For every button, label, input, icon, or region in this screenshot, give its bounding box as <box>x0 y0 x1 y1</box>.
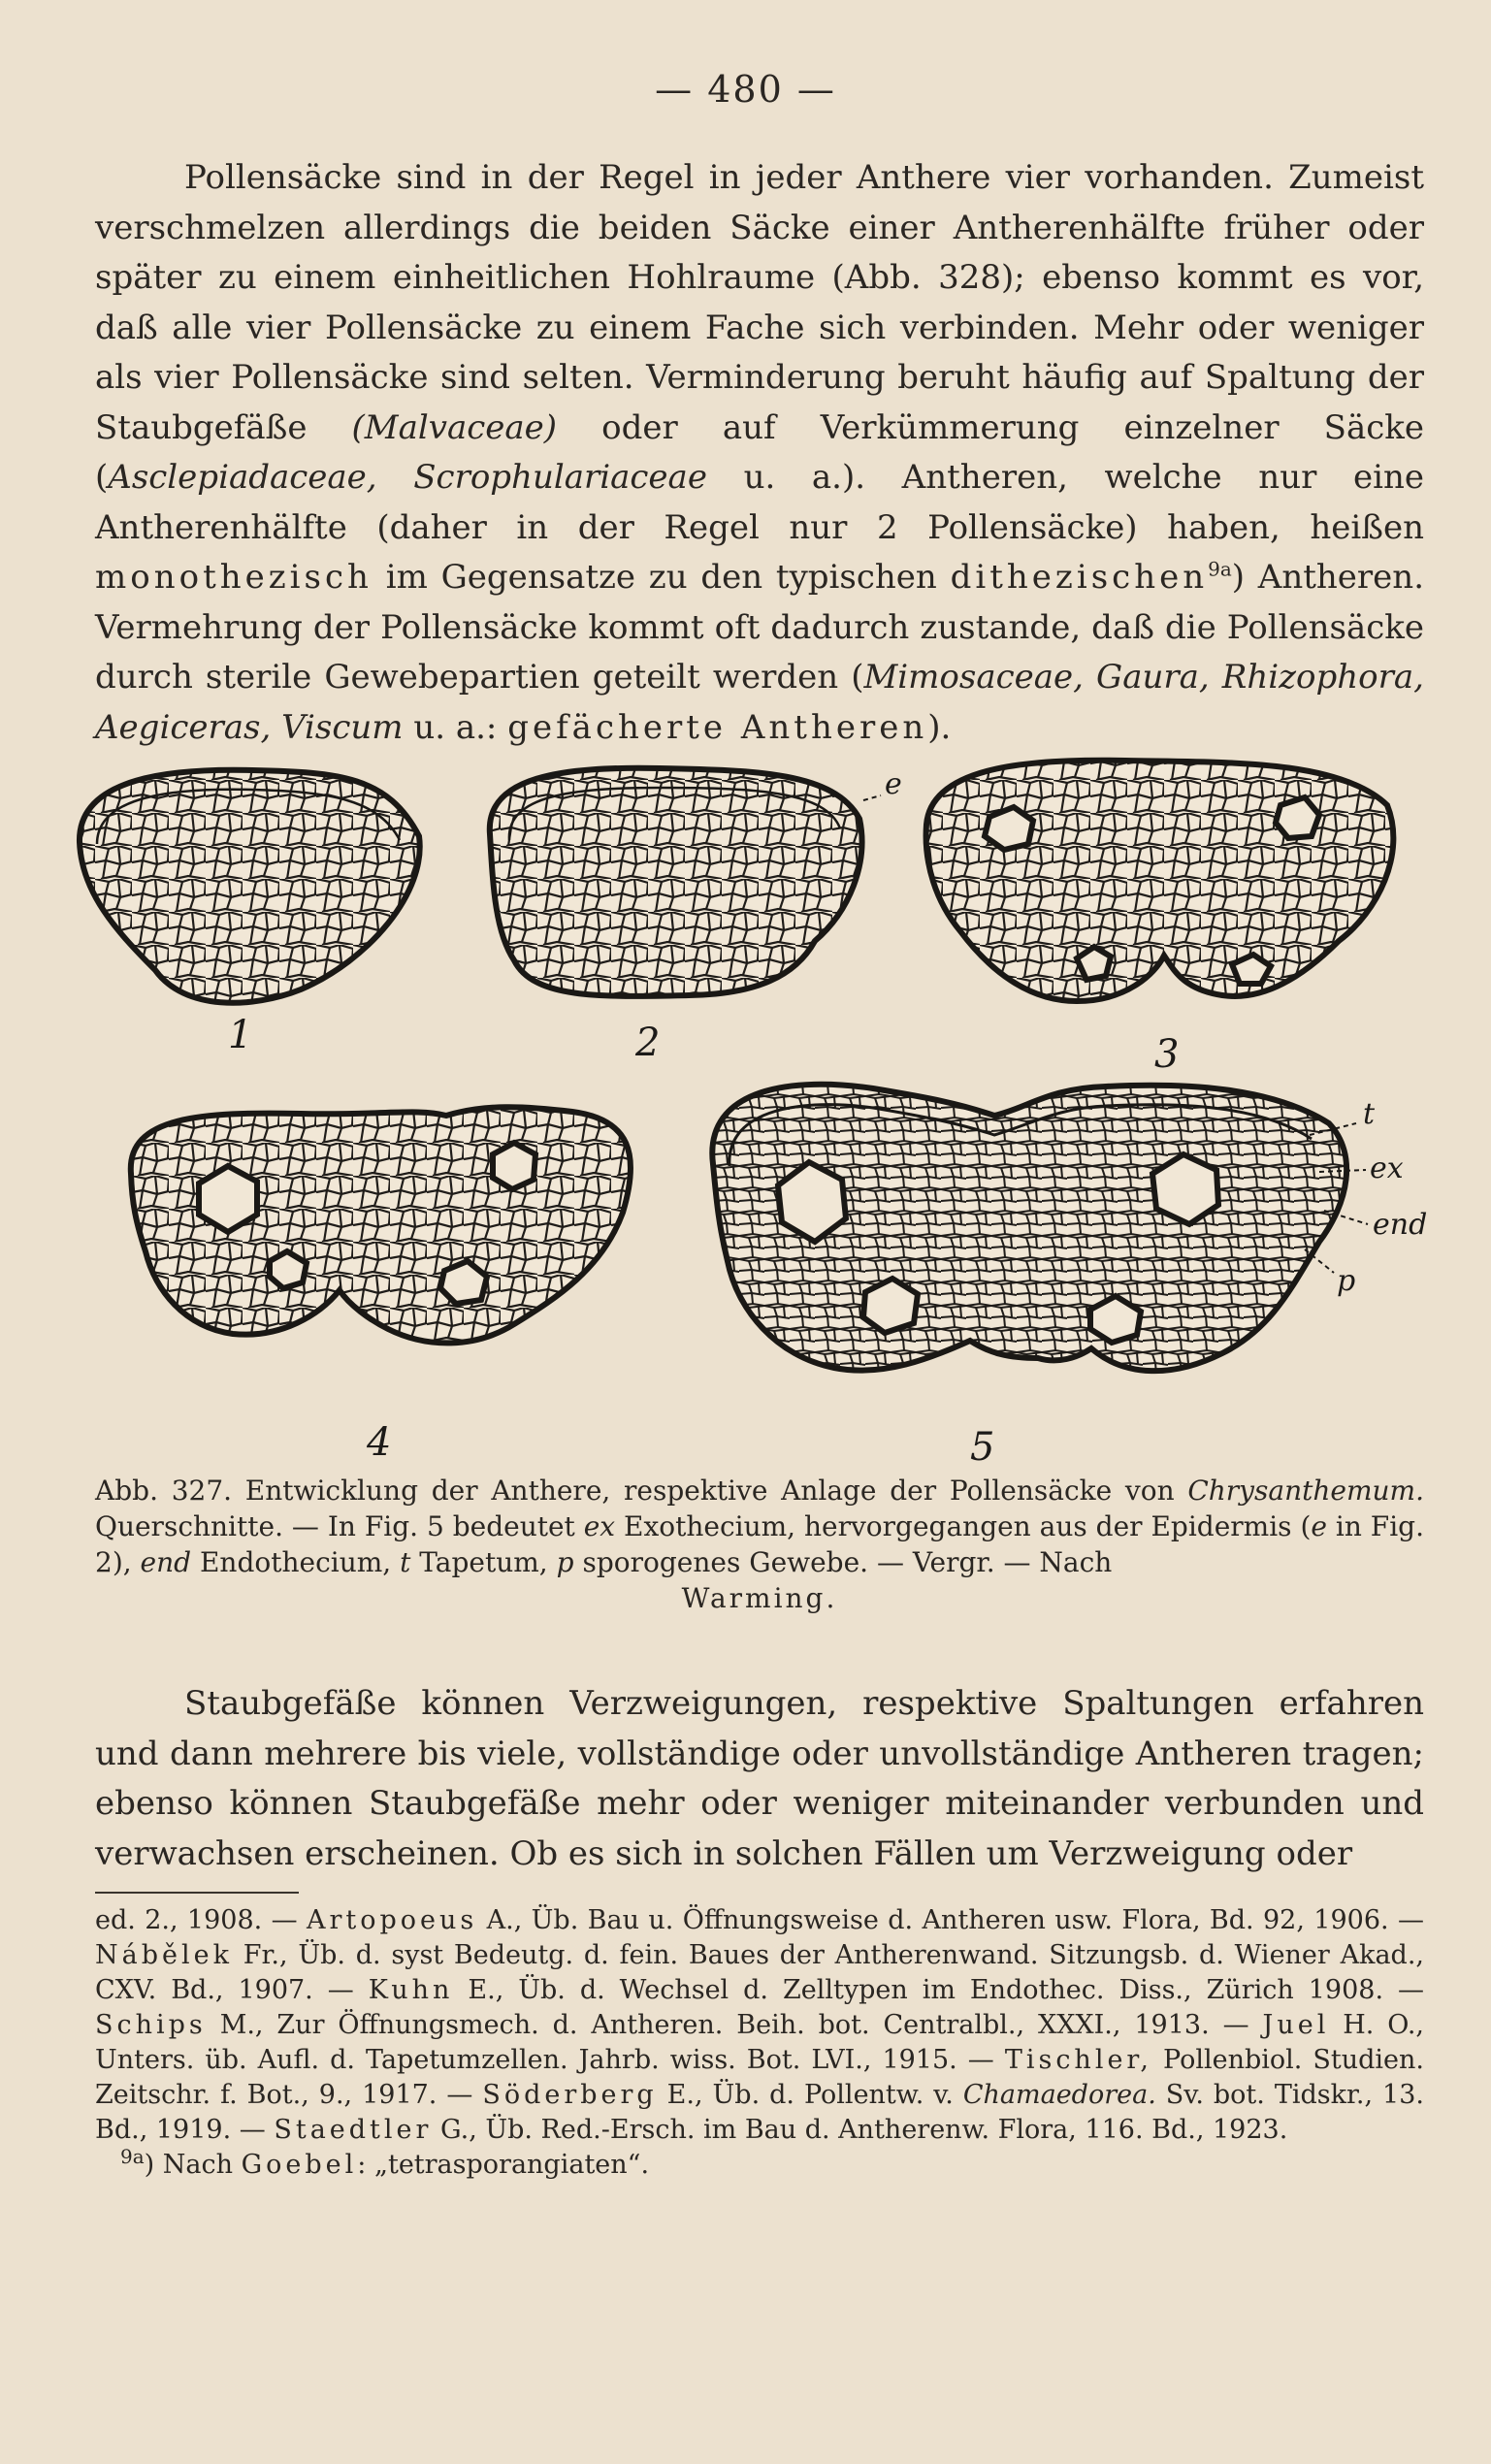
figure-number-4: 4 <box>367 1420 392 1465</box>
figure-5-section <box>712 1085 1346 1371</box>
footnotes <box>95 1903 1424 2183</box>
footnote-9a: $^{9a}$) Nach Goebel: „tetrasporangiaten“. <box>120 2145 650 2180</box>
label-ex: ex <box>1370 1151 1404 1185</box>
figure-number-5: 5 <box>970 1425 995 1470</box>
label-e: e <box>885 767 902 801</box>
figure-number-3: 3 <box>1154 1032 1180 1077</box>
figure-number-2: 2 <box>635 1021 661 1065</box>
paragraph-staubgefaesse <box>95 1679 1424 1879</box>
footnote-separator <box>95 1892 299 1894</box>
figure-anther-cross-sections <box>58 747 1436 1484</box>
paragraph-pollensaecke <box>95 153 1424 753</box>
label-end: end <box>1373 1208 1428 1242</box>
caption-author: Warming. <box>681 1582 838 1614</box>
figure-4-section <box>131 1107 631 1343</box>
page-number: — 480 — <box>655 68 836 111</box>
literature-references: ed. 2., 1908. — Artopoeus A., Üb. Bau u. Öffnungsweise d. Antheren usw. Flora, Bd. 92, 1906. — Nábělek Fr., Üb. d. syst Bedeutg. d. fein. Baues der Antherenwand. Sitzungsb. d. Wiener Akad., CXV. Bd., 1907. — Kuhn E., Üb. d. Wechsel d. Zelltypen im Endothec. Diss., Zürich 1908. — Schips M., Zur Öffnungsmech. d. Antheren. Beih. bot. Centralbl., XXXI., 1913. — Juel H. O., Unters. üb. Aufl. d. Tapetumzellen. Jahrb. wiss. Bot. LVI., 1915. — Tischler, Pollenbiol. Studien. Zeitschr. f. Bot., 9., 1917. — Söderberg E., Üb. d. Pollentw. v. Chamaedorea. Sv. bot. Tidskr., 13. Bd., 1919. — Staedtler G., Üb. Red.-Ersch. im Bau d. Antherenw. Flora, 116. Bd., 1923. <box>95 1905 1424 2145</box>
paragraph-2-text: Staubgefäße können Verzweigungen, respektive Spaltungen erfahren und dann mehrere bis viele, vollständige oder unvollständige Antheren tragen; ebenso können Staubgefäße mehr oder weniger miteinander verbunden und verwachsen erscheinen. Ob es sich in solchen Fällen um Verzweigung oder <box>95 1684 1424 1873</box>
figure-caption: Abb. 327. Entwicklung der Anthere, respektive Anlage der Pollensäcke von Chrysanthemum. Querschnitte. — In Fig. 5 bedeutet ex Exothecium, hervorgegangen aus der Epidermis (e in Fig. 2), end Endothecium, t Tapetum, p sporogenes Gewebe. — Vergr. — Nach Warming. <box>95 1475 1424 1614</box>
label-t: t <box>1363 1097 1376 1131</box>
figure-2-section <box>490 768 862 996</box>
figure-number-1: 1 <box>228 1013 253 1057</box>
paragraph-1-text: Pollensäcke sind in der Regel in jeder Anthere vier vorhanden. Zumeist verschmelzen allerdings die beiden Säcke einer Antherenhälfte früher oder später zu einem einheitlichen Hohlraume (Abb. 328); ebenso kommt es vor, daß alle vier Pollensäcke zu einem Fache sich verbinden. Mehr oder weniger als vier Pollensäcke sind selten. Verminderung beruht häufig auf Spaltung der Staubgefäße (Malvaceae) oder auf Verkümmerung einzelner Säcke (Asclepiadaceae, Scrophulariaceae u. a.). Antheren, welche nur eine Antherenhälfte (daher in der Regel nur 2 Pollensäcke) haben, heißen monothezisch im Gegensatze zu den typischen dithezischen$^{9a}$) Antheren. Vermehrung der Pollensäcke kommt oft dadurch zustande, daß die Pollensäcke durch sterile Gewebepartien geteilt werden (Mimosaceae, Gaura, Rhizophora, Aegiceras, Viscum u. a.: gefächerte Antheren). <box>95 158 1424 747</box>
footnote-ref-9a: 9a <box>1208 557 1232 581</box>
label-p: p <box>1337 1264 1356 1298</box>
figure-drawing <box>58 747 1436 1484</box>
figure-1-section <box>80 770 420 1003</box>
figure-3-section <box>926 761 1394 1001</box>
